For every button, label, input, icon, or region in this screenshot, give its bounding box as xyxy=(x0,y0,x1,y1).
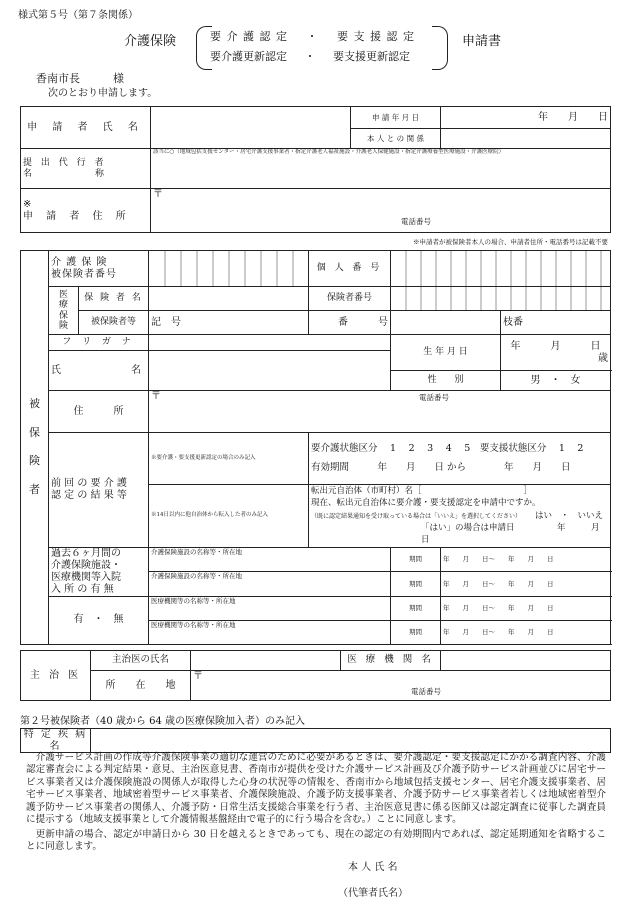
insurer-no-field[interactable] xyxy=(391,287,611,311)
doctor-table xyxy=(20,650,611,701)
insured-address-field[interactable] xyxy=(149,391,611,433)
insured-name-field[interactable] xyxy=(149,351,391,391)
transfer-yesno: はい ・ いいえ xyxy=(535,510,604,521)
disease-label: 特 定 疾 病 名 xyxy=(21,729,91,753)
applicant-note: ※申請者が被保険者本人の場合、申請者住所・電話番号は記載不要 xyxy=(413,238,608,246)
transfer-line1: 転出元自治体（市町村）名［ ］ xyxy=(311,486,533,496)
period-field-2[interactable]: 年 月 日～ 年 月 日 xyxy=(441,572,611,597)
doctor-name-label: 主治医の氏名 xyxy=(91,651,191,671)
period-field-1[interactable]: 年 月 日～ 年 月 日 xyxy=(441,547,611,572)
period-label-2: 期間 xyxy=(391,572,441,597)
relation-label: 本 人 と の 関 係 xyxy=(351,129,441,149)
title-suffix: 申請書 xyxy=(462,34,502,49)
umu-field[interactable]: 有 ・ 無 xyxy=(49,596,149,644)
doctor-name-field[interactable] xyxy=(191,651,341,671)
doctor-phone-label: 電話番号 xyxy=(411,687,441,696)
insurer-no-label: 保険者番号 xyxy=(309,287,391,311)
title-dot2: ・ xyxy=(304,50,316,63)
title-option-kaigo: 要 介 護 認 定 xyxy=(210,30,288,43)
applicant-name-label: 申 請 者 氏 名 xyxy=(21,107,151,149)
insured-side-label xyxy=(21,251,49,645)
doctor-label: 主 治 医 xyxy=(21,651,91,701)
prev-kubun: 要介護状態区分 1 2 3 4 5 要支援状態区分 1 2 xyxy=(311,443,584,455)
proxy-name-label: （代筆者氏名） xyxy=(338,888,408,899)
facility1-label: 介護保険施設の名称等・所在地 xyxy=(151,547,242,556)
edaban-label: 枝番 xyxy=(503,316,523,328)
past-facility-label: 過去６ヶ月間の 介護保険施設・ 医療機関等入院 入 所 の 有 無 xyxy=(49,547,149,596)
doctor-postal: 〒 xyxy=(193,671,203,682)
insurance-no-field[interactable] xyxy=(149,251,309,287)
prev-note2: ※14日以内に他自治体から転入した者のみ記入 xyxy=(149,485,309,548)
self-name-label: 本 人 氏 名 xyxy=(348,862,398,873)
period-label-3: 期間 xyxy=(391,596,441,620)
doctor-address-field[interactable] xyxy=(191,671,611,701)
furigana-field[interactable] xyxy=(149,335,391,351)
prev-status-field[interactable] xyxy=(309,433,611,485)
disease-field[interactable] xyxy=(91,729,611,753)
name-label: 氏 名 xyxy=(49,351,149,391)
personal-no-field[interactable] xyxy=(391,251,611,287)
holder-label: 被保険者等 xyxy=(79,311,149,335)
insurance-no-label: 介 護 保 険 被保険者番号 xyxy=(49,251,149,287)
sex-label: 性 別 xyxy=(391,371,501,391)
medical1-field[interactable] xyxy=(149,596,391,620)
furigana-label: フ リ ガ ナ xyxy=(49,335,149,351)
period-field-4[interactable]: 年 月 日～ 年 月 日 xyxy=(441,620,611,644)
institution-field[interactable] xyxy=(441,651,611,671)
medical-ins-text: 医療保険 xyxy=(58,289,68,331)
disease-table xyxy=(20,728,611,753)
title-prefix: 介護保険 xyxy=(124,34,177,49)
medical-ins-label xyxy=(49,287,79,335)
period-field-3[interactable]: 年 月 日～ 年 月 日 xyxy=(441,596,611,620)
applicant-phone-label: 電話番号 xyxy=(401,217,431,226)
insured-postal: 〒 xyxy=(151,391,161,402)
relation-field[interactable] xyxy=(441,129,611,149)
insured-table xyxy=(20,250,626,645)
transfer-field[interactable] xyxy=(309,485,626,548)
insured-side-text: 被 保 険 者 xyxy=(29,397,40,496)
applicant-address-field[interactable] xyxy=(151,189,611,233)
insured-address-label: 住 所 xyxy=(49,391,149,433)
title-option-kaigo-renewal: 要介護更新認定 xyxy=(210,50,287,63)
addressee: 香南市長 様 xyxy=(36,72,124,85)
kigo-field[interactable] xyxy=(149,311,309,335)
medical2-field[interactable] xyxy=(149,620,391,644)
title-option-shien: 要 支 援 認 定 xyxy=(337,30,415,43)
application-date-field[interactable]: 年 月 日 xyxy=(441,107,611,129)
prev-note1: ※要介護・要支援更新認定の場合のみ記入 xyxy=(149,433,309,485)
doctor-address-label: 所 在 地 xyxy=(91,671,191,701)
sex-field[interactable]: 男 ・ 女 xyxy=(501,371,611,391)
intro-text: 次のとおり申請します。 xyxy=(48,88,158,99)
facility2-label: 介護保険施設の名称等・所在地 xyxy=(151,572,242,581)
transfer-line4: 「はい」の場合は申請日 年 月 日 xyxy=(421,522,626,546)
insured-phone-label: 電話番号 xyxy=(419,393,449,402)
edaban-field[interactable] xyxy=(501,311,611,335)
bango-field[interactable] xyxy=(391,311,501,335)
consent-paragraph-1: 介護サービス計画の作成等介護保険事業の適切な運営のために必要があるときは、要介護認定・要支援認定にかかる調査内容、介護認定審査会による判定結果・意見、主治医意見書、香南市が提供を受けた介護サービス計画及び介護予防サービス計画並びに居宅サービス事業者又は介護保険施設の関係人が取得した心身の状況等の情報を、香南市から地域包括支援センター、居宅介護支援事業者、居宅サービス事業者、地域密着型サービス事業者、介護保険施設、介護予防支援事業者、介護予防サービス事業者若しくは地域密着型介護予防サービス事業者の関係人、介護予防・日常生活支援総合事業を行う者、主治医意見書に係る医師又は認定調査に従事した調査員に提示する（地域支援事業として介護情報基盤経由で電子的に行う場合を含む。）ことに同意します。 xyxy=(26,752,606,826)
institution-label: 医 療 機 関 名 xyxy=(341,651,441,671)
second-insured-heading: 第２号被保険者（40 歳から 64 歳の医療保険加入者）のみ記入 xyxy=(20,716,305,727)
insurer-name-field[interactable] xyxy=(149,287,309,311)
applicant-table xyxy=(20,106,611,233)
facility1-field[interactable] xyxy=(149,547,391,572)
right-bracket xyxy=(432,26,448,70)
prev-period: 有効期間 年 月 日 から 年 月 日 xyxy=(311,461,571,473)
postal-mark: 〒 xyxy=(153,189,163,200)
consent-paragraph-2: 更新申請の場合、認定が申請日から 30 日を越えるときであっても、現在の認定の有効期間内であれば、認定延期通知を省略することに同意します。 xyxy=(26,829,606,853)
agent-note: 該当に○（地域包括支援センター・居宅介護支援事業者・指定介護老人福祉施設・介護老人保健施設・指定介護療養型医療施設・介護医療院） xyxy=(153,149,505,155)
insurer-name-label: 保 険 者 名 xyxy=(79,287,149,311)
applicant-name-field[interactable] xyxy=(151,107,351,149)
address-mark: ※ xyxy=(23,199,37,210)
birth-label: 生 年 月 日 xyxy=(391,335,501,371)
period-label-1: 期間 xyxy=(391,547,441,572)
transfer-line3: （既に認定結果通知を受け取っている場合は「いいえ」を選択してください） xyxy=(311,512,522,520)
title-line1 xyxy=(210,28,415,44)
kigo-label: 記 号 xyxy=(151,316,181,328)
period-label-4: 期間 xyxy=(391,620,441,644)
applicant-address-label xyxy=(21,189,151,233)
age-label: 歳 xyxy=(598,352,609,364)
transfer-line2: 現在、転出元自治体に要介護・要支援認定を申請中ですか。 xyxy=(311,498,541,509)
title-dot: ・ xyxy=(306,30,319,43)
birth-field[interactable] xyxy=(501,335,611,371)
title-option-shien-renewal: 要支援更新認定 xyxy=(333,50,410,63)
facility2-field[interactable] xyxy=(149,572,391,597)
birth-value: 年 月 日 xyxy=(510,341,601,352)
address-label-text: 申 請 者 住 所 xyxy=(23,210,131,222)
form-number: 様式第５号（第７条関係） xyxy=(18,10,138,21)
personal-no-label: 個 人 番 号 xyxy=(309,251,391,287)
agent-label: 提 出 代 行 者 名 称 xyxy=(21,149,151,189)
bango-label: 番 号 xyxy=(309,311,391,335)
prev-result-label: 前 回 の 要 介 護 認 定 の 結 果 等 xyxy=(49,433,149,548)
medical2-label: 医療機関等の名称等・所在地 xyxy=(151,620,236,629)
title-line2 xyxy=(210,48,410,64)
agent-field[interactable] xyxy=(151,149,611,189)
application-date-label: 申 請 年 月 日 xyxy=(351,107,441,129)
medical1-label: 医療機関等の名称等・所在地 xyxy=(151,596,236,605)
